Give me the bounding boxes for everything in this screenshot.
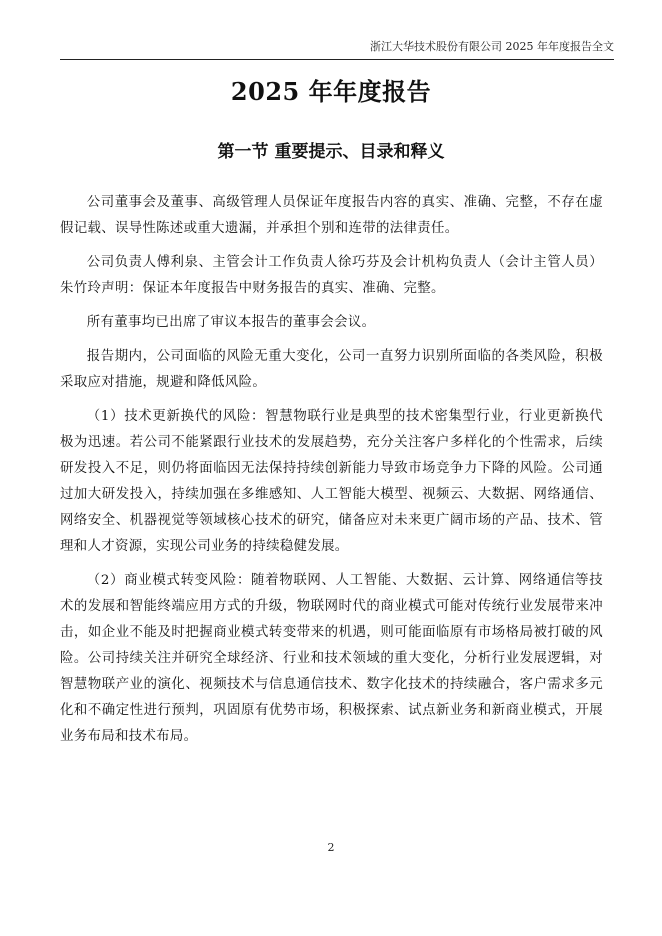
page-number: 2 [327, 841, 335, 854]
body-text [60, 190, 603, 758]
paragraph-risk-overview: 报告期内，公司面临的风险无重大变化，公司一直努力识别所面临的各类风险，积极采取应对措施，规避和降低风险。 [60, 349, 603, 390]
paragraph-board-guarantee: 公司董事会及董事、高级管理人员保证年度报告内容的真实、准确、完整，不存在虚假记载、误导性陈述或重大遗漏，并承担个别和连带的法律责任。 [60, 195, 603, 236]
running-header: 浙江大华技术股份有限公司 2025 年年度报告全文 [370, 40, 614, 53]
document-title: 2025 年年度报告 [230, 77, 432, 106]
paragraph-business-model-risk: （2）商业模式转变风险：随着物联网、人工智能、大数据、云计算、网络通信等技术的发展和智能终端应用方式的升级，物联网时代的商业模式可能对传统行业发展带来冲击，如企业不能及时把握商业模式转变带来的机遇，则可能面临原有市场格局被打破的风险。公司持续关注并研究全球经济、行业和技术领域的重大变化，分析行业发展逻辑，对智慧物联产业的演化、视频技术与信息通信技术、数字化技术的持续融合，客户需求多元化和不确定性进行预判，巩固原有优势市场，积极探索、试点新业务和新商业模式，开展业务布局和技术布局。 [60, 573, 603, 744]
header-divider [60, 59, 614, 60]
section-title: 第一节 重要提示、目录和释义 [217, 142, 445, 162]
paragraph-tech-update-risk: （1）技术更新换代的风险：智慧物联行业是典型的技术密集型行业，行业更新换代极为迅速。若公司不能紧跟行业技术的发展趋势，充分关注客户多样化的个性需求，后续研发投入不足，则仍将面临因无法保持持续创新能力导致市场竞争力下降的风险。公司通过加大研发投入，持续加强在多维感知、人工智能大模型、视频云、大数据、网络通信、网络安全、机器视觉等领域核心技术的研究，储备应对未来更广阔市场的产品、技术、管理和人才资源，实现公司业务的持续稳健发展。 [60, 409, 603, 554]
paragraph-directors-attendance: 所有董事均已出席了审议本报告的董事会会议。 [86, 315, 376, 330]
paragraph-responsible-persons: 公司负责人傅利泉、主管会计工作负责人徐巧芬及会计机构负责人（会计主管人员）朱竹玲声明：保证本年度报告中财务报告的真实、准确、完整。 [60, 255, 603, 296]
